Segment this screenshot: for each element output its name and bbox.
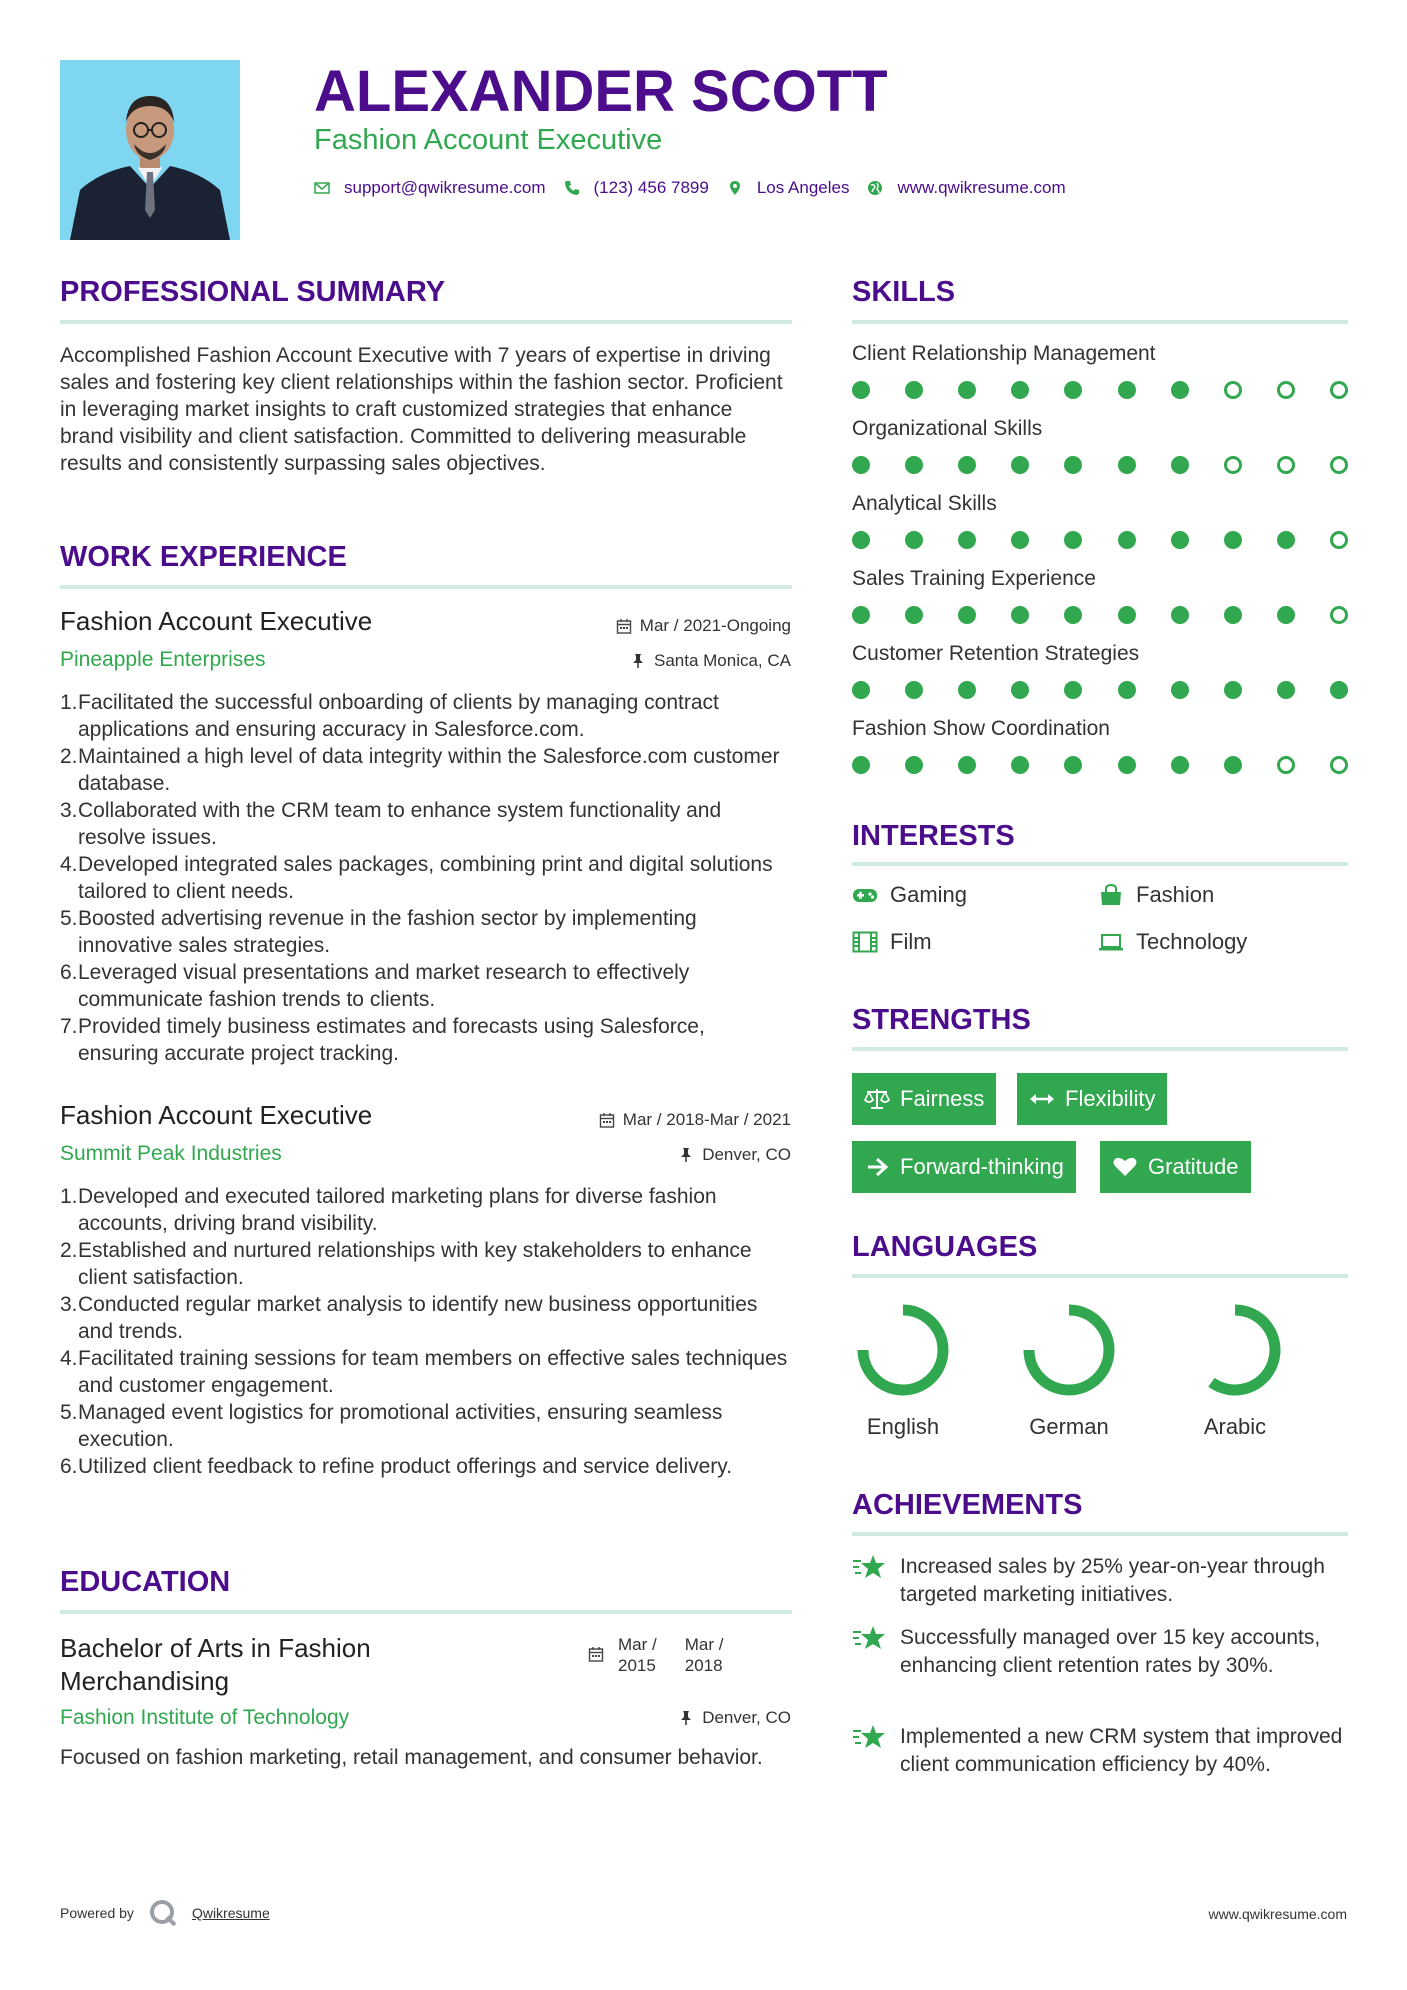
- skill-dot-filled: [1118, 606, 1136, 624]
- calendar-icon: [599, 1112, 615, 1128]
- skill-dot-filled: [852, 456, 870, 474]
- contact-email-text: support@qwikresume.com: [344, 178, 546, 197]
- skill-dot-filled: [1011, 681, 1029, 699]
- skill-dot-empty: [1224, 456, 1242, 474]
- skill-dot-filled: [1011, 456, 1029, 474]
- language-ring: [853, 1300, 953, 1400]
- skill-dot-filled: [905, 756, 923, 774]
- strength-badge: [852, 1073, 996, 1125]
- summary-text: Accomplished Fashion Account Executive with 7 years of expertise in driving sales and fostering key client relationships within the fashion sector. Proficient in leveraging market insights to craft customized strategies that enhance brand visibility and client satisfaction. Committed to delivering measurable results and consistently surpassing sales objectives.: [60, 344, 783, 475]
- job-location: [630, 651, 791, 671]
- education-location-text: Denver, CO: [702, 1708, 791, 1727]
- skill-dot-filled: [958, 606, 976, 624]
- achievement-item: [852, 1553, 1352, 1609]
- languages-divider: [852, 1274, 1348, 1278]
- list-item: 5. Managed event logistics for promotional activities, ensuring seamless execution.: [60, 1401, 723, 1451]
- contact-phone-text: (123) 456 7899: [593, 178, 709, 197]
- skill-dot-filled: [1171, 531, 1189, 549]
- skill-dot-filled: [1011, 756, 1029, 774]
- skill-dot-filled: [1011, 531, 1029, 549]
- interest-item: [1098, 929, 1247, 955]
- summary-heading: PROFESSIONAL SUMMARY: [60, 276, 446, 308]
- skill-dot-filled: [1011, 381, 1029, 399]
- film-icon: [852, 931, 878, 953]
- interest-item: [852, 929, 932, 955]
- heart-icon: [1112, 1155, 1138, 1179]
- list-item: 2. Established and nurtured relationships with key stakeholders to enhance client satisfaction.: [60, 1239, 752, 1289]
- skill-rating: [852, 381, 1348, 399]
- calendar-icon: [616, 618, 632, 634]
- skill-dot-filled: [1171, 456, 1189, 474]
- skill-dot-filled: [852, 681, 870, 699]
- skill-dot-empty: [1330, 531, 1348, 549]
- achievements-heading: ACHIEVEMENTS: [852, 1489, 1083, 1521]
- education-end: Mar / 2018: [684, 1635, 724, 1675]
- skills-heading: SKILLS: [852, 276, 956, 308]
- globe-icon: [867, 180, 883, 196]
- language-label: German: [1029, 1414, 1109, 1439]
- skill-dot-filled: [1171, 681, 1189, 699]
- skill-dot-filled: [958, 681, 976, 699]
- list-item: 6. Utilized client feedback to refine product offerings and service delivery.: [60, 1455, 733, 1478]
- pushpin-icon: [678, 1147, 694, 1163]
- skill-rating: [852, 606, 1348, 624]
- skill-dot-filled: [1064, 681, 1082, 699]
- skill-name: Fashion Show Coordination: [852, 717, 1110, 740]
- education-location: [678, 1708, 791, 1728]
- list-item: 6. Leveraged visual presentations and market research to effectively communicate fashion trends to clients.: [60, 961, 690, 1011]
- skill-dot-filled: [1118, 381, 1136, 399]
- skill-dot-empty: [1330, 606, 1348, 624]
- skill-dot-filled: [1064, 381, 1082, 399]
- skill-dot-filled: [1330, 681, 1348, 699]
- skill-rating: [852, 531, 1348, 549]
- skills-divider: [852, 320, 1348, 324]
- skill-dot-filled: [852, 606, 870, 624]
- skill-dot-filled: [958, 531, 976, 549]
- list-item: 4. Developed integrated sales packages, combining print and digital solutions tailored to client needs.: [60, 853, 773, 903]
- skill-dot-filled: [905, 606, 923, 624]
- degree-title: [60, 1632, 371, 1698]
- skill-dot-empty: [1224, 381, 1242, 399]
- arrow-right-icon: [864, 1155, 890, 1179]
- skill-dot-filled: [1171, 606, 1189, 624]
- skill-dot-empty: [1330, 756, 1348, 774]
- list-item: 3. Conducted regular market analysis to identify new business opportunities and trends.: [60, 1293, 758, 1343]
- job-date-text: Mar / 2018-Mar / 2021: [622, 1110, 791, 1129]
- job-date: [616, 616, 791, 636]
- skill-dot-empty: [1277, 381, 1295, 399]
- strength-badge: [1017, 1073, 1167, 1125]
- contact-location: [727, 178, 850, 198]
- job-bullets: [60, 1183, 790, 1480]
- education-heading: EDUCATION: [60, 1566, 231, 1598]
- phone-icon: [564, 180, 580, 196]
- contact-website-text: www.qwikresume.com: [897, 178, 1066, 197]
- achievement-text: Implemented a new CRM system that improved client communication efficiency by 40%.: [900, 1725, 1343, 1776]
- achievement-item: [852, 1624, 1352, 1680]
- achievement-text: Increased sales by 25% year-on-year through targeted marketing initiatives.: [900, 1555, 1325, 1606]
- footer-powered-by: [60, 1898, 270, 1928]
- degree-line-1: Bachelor of Arts in Fashion: [60, 1633, 371, 1663]
- qwikresume-link[interactable]: Qwikresume: [191, 1905, 270, 1921]
- interest-label: Film: [890, 929, 932, 954]
- skill-rating: [852, 756, 1348, 774]
- skill-dot-empty: [1330, 381, 1348, 399]
- degree-line-2: Merchandising: [60, 1666, 230, 1696]
- star-award-icon: [852, 1723, 886, 1751]
- skill-dot-filled: [905, 531, 923, 549]
- skill-name: Sales Training Experience: [852, 567, 1096, 590]
- envelope-icon: [314, 180, 330, 196]
- education-start: Mar / 2015: [618, 1635, 657, 1675]
- job-date-text: Mar / 2021-Ongoing: [639, 616, 791, 635]
- contact-email[interactable]: [314, 178, 546, 198]
- candidate-title: Fashion Account Executive: [314, 124, 663, 156]
- achievements-divider: [852, 1532, 1348, 1536]
- skill-dot-empty: [1330, 456, 1348, 474]
- skill-dot-filled: [852, 381, 870, 399]
- language-item: [853, 1300, 953, 1440]
- job-company: Pineapple Enterprises: [60, 648, 266, 671]
- skill-dot-filled: [1011, 606, 1029, 624]
- skill-name: Organizational Skills: [852, 417, 1043, 440]
- list-item: 3. Collaborated with the CRM team to enhance system functionality and resolve issues.: [60, 799, 722, 849]
- list-item: 5. Boosted advertising revenue in the fashion sector by implementing innovative sales strategies.: [60, 907, 697, 957]
- skill-name: Analytical Skills: [852, 492, 997, 515]
- strength-label: Forward-thinking: [900, 1154, 1064, 1179]
- skill-dot-filled: [1118, 531, 1136, 549]
- strengths-divider: [852, 1047, 1348, 1051]
- job-title: Fashion Account Executive: [60, 606, 373, 636]
- languages-heading: LANGUAGES: [852, 1231, 1038, 1263]
- job-bullets: [60, 689, 790, 1067]
- language-label: English: [866, 1414, 940, 1439]
- job-location: [678, 1145, 791, 1165]
- strength-label: Flexibility: [1065, 1086, 1156, 1111]
- skill-dot-filled: [958, 756, 976, 774]
- balance-scale-icon: [864, 1087, 890, 1111]
- profile-photo: [60, 60, 240, 240]
- candidate-name: ALEXANDER SCOTT: [314, 59, 888, 124]
- contact-location-text: Los Angeles: [756, 178, 850, 197]
- skill-dot-filled: [1171, 756, 1189, 774]
- star-award-icon: [852, 1553, 886, 1581]
- language-ring: [1019, 1300, 1119, 1400]
- contact-website[interactable]: [867, 178, 1065, 198]
- skill-dot-filled: [905, 456, 923, 474]
- interest-label: Technology: [1136, 929, 1248, 954]
- education-divider: [60, 1610, 792, 1614]
- contact-bar: [314, 178, 1066, 198]
- contact-phone[interactable]: [564, 178, 709, 198]
- interests-heading: INTERESTS: [852, 820, 1015, 852]
- skill-name: Customer Retention Strategies: [852, 642, 1140, 665]
- star-award-icon: [852, 1624, 886, 1652]
- list-item: 2. Maintained a high level of data integrity within the Salesforce.com customer database.: [60, 745, 780, 795]
- gamepad-icon: [852, 884, 878, 906]
- interest-label: Fashion: [1136, 882, 1215, 907]
- skill-rating: [852, 456, 1348, 474]
- achievement-text: Successfully managed over 15 key accounts, enhancing client retention rates by 30%.: [900, 1626, 1321, 1677]
- interest-label: Gaming: [890, 882, 968, 907]
- strength-label: Gratitude: [1148, 1154, 1239, 1179]
- skill-dot-empty: [1277, 456, 1295, 474]
- job-date: [599, 1110, 791, 1130]
- language-label: Arabic: [1203, 1414, 1267, 1439]
- skill-dot-filled: [1277, 531, 1295, 549]
- strength-badge: [1100, 1141, 1251, 1193]
- footer-website[interactable]: www.qwikresume.com: [1208, 1906, 1347, 1922]
- calendar-icon: [588, 1646, 604, 1662]
- education-description: Focused on fashion marketing, retail management, and consumer behavior.: [60, 1746, 763, 1769]
- qwikresume-logo-icon: [148, 1898, 178, 1928]
- skill-dot-filled: [1224, 531, 1242, 549]
- map-marker-icon: [727, 180, 743, 196]
- skill-dot-filled: [1224, 681, 1242, 699]
- interests-divider: [852, 862, 1348, 866]
- pushpin-icon: [630, 653, 646, 669]
- skill-dot-filled: [1064, 531, 1082, 549]
- skill-dot-filled: [1064, 606, 1082, 624]
- experience-divider: [60, 585, 792, 589]
- language-ring: [1185, 1300, 1285, 1400]
- strengths-heading: STRENGTHS: [852, 1004, 1031, 1036]
- skill-name: Client Relationship Management: [852, 342, 1156, 365]
- list-item: 1. Facilitated the successful onboarding of clients by managing contract applications and ensuring accuracy in Salesforce.com.: [60, 691, 719, 741]
- skill-dot-filled: [852, 756, 870, 774]
- list-item: 1. Developed and executed tailored marketing plans for diverse fashion accounts, driving brand visibility.: [60, 1185, 717, 1235]
- job-location-text: Santa Monica, CA: [653, 651, 791, 670]
- interest-item: [1098, 882, 1214, 908]
- skill-dot-filled: [1118, 681, 1136, 699]
- powered-by-label: Powered by: [60, 1905, 134, 1921]
- list-item: 4. Facilitated training sessions for team members on effective sales techniques and customer engagement.: [60, 1347, 788, 1397]
- skill-dot-filled: [905, 381, 923, 399]
- job-location-text: Denver, CO: [702, 1145, 791, 1164]
- strength-label: Fairness: [900, 1086, 985, 1111]
- skill-dot-filled: [1277, 606, 1295, 624]
- education-school: Fashion Institute of Technology: [60, 1706, 350, 1729]
- summary-divider: [60, 320, 792, 324]
- laptop-icon: [1098, 931, 1124, 953]
- skill-dot-filled: [1118, 756, 1136, 774]
- skill-dot-filled: [1064, 756, 1082, 774]
- skill-dot-filled: [1224, 756, 1242, 774]
- skill-dot-filled: [1224, 606, 1242, 624]
- shopping-bag-icon: [1098, 884, 1124, 906]
- experience-heading: WORK EXPERIENCE: [60, 541, 347, 573]
- language-item: [1019, 1300, 1119, 1440]
- education-date: [588, 1634, 723, 1676]
- language-item: [1185, 1300, 1285, 1440]
- interest-item: [852, 882, 967, 908]
- skill-dot-filled: [958, 381, 976, 399]
- skill-rating: [852, 681, 1348, 699]
- skill-dot-filled: [958, 456, 976, 474]
- skill-dot-filled: [852, 531, 870, 549]
- skill-dot-filled: [1277, 681, 1295, 699]
- pushpin-icon: [678, 1710, 694, 1726]
- strength-badge: [852, 1141, 1076, 1193]
- job-title: Fashion Account Executive: [60, 1100, 373, 1130]
- arrows-horizontal-icon: [1029, 1087, 1055, 1111]
- skill-dot-filled: [1064, 456, 1082, 474]
- job-company: Summit Peak Industries: [60, 1142, 282, 1165]
- skill-dot-empty: [1277, 756, 1295, 774]
- list-item: 7. Provided timely business estimates and forecasts using Salesforce, ensuring accurate project tracking.: [60, 1015, 705, 1065]
- skill-dot-filled: [1171, 381, 1189, 399]
- skill-dot-filled: [905, 681, 923, 699]
- achievement-item: [852, 1723, 1352, 1779]
- skill-dot-filled: [1118, 456, 1136, 474]
